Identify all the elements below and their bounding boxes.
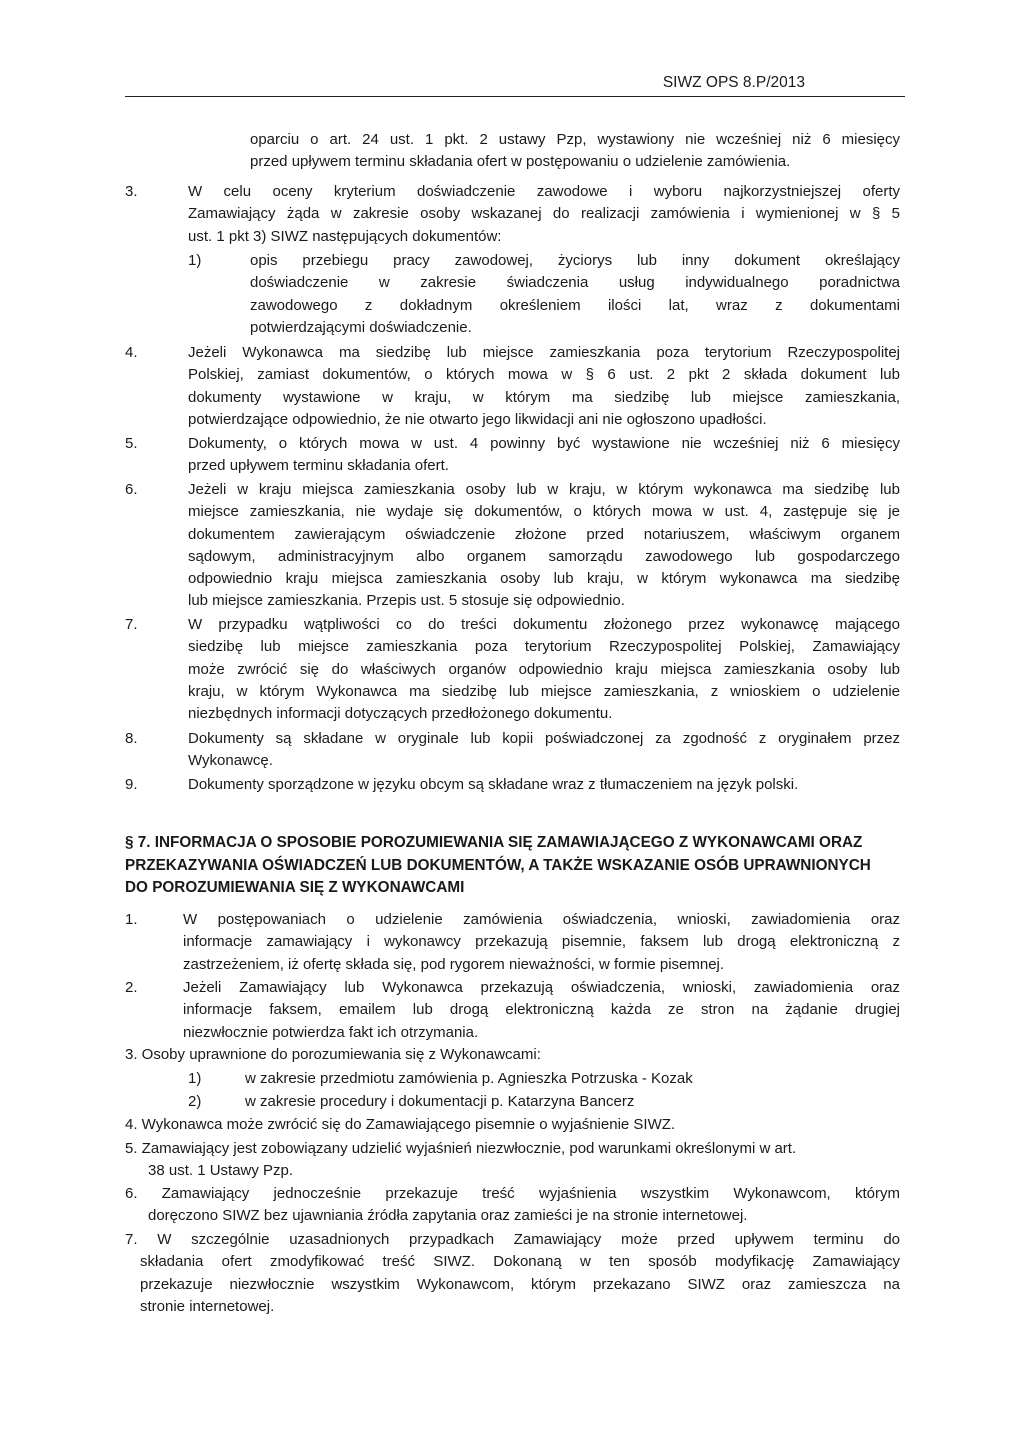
- s7-item-7-text: [125, 1229, 900, 1318]
- s7-item-1-text: [183, 909, 900, 976]
- text-line: informacje zamawiający i wykonawcy przekazują pisemnie, faksem lub drogą elektroniczną z: [183, 933, 900, 951]
- item-7-text: [188, 614, 900, 725]
- text-line: zastrzeżeniem, iż ofertę składa się, pod rygorem nieważności, w formie pisemnej.: [183, 955, 725, 973]
- s7-item-2-text: [183, 977, 900, 1044]
- item-number: 5.: [125, 435, 138, 452]
- text-line: przed upływem terminu składania ofert w postępowaniu o udzielenie zamówienia.: [250, 153, 791, 171]
- text-line: 5. Zamawiający jest zobowiązany udzielić wyjaśnień niezwłocznie, pod warunkami określonymi w art.: [125, 1140, 797, 1157]
- s7-item-3-sub-1: [245, 1068, 900, 1090]
- item-number: 3.: [125, 183, 138, 200]
- item-number: 6.: [125, 481, 138, 498]
- item-9-text: [188, 774, 900, 796]
- item-6-text: [188, 479, 900, 613]
- text-line: W celu oceny kryterium doświadczenie zawodowe i wyboru najkorzystniejszej oferty: [188, 183, 900, 200]
- text-line: opis przebiegu pracy zawodowej, życiorys lub inny dokument określający: [250, 252, 900, 269]
- text-line: kraju, w którym Wykonawca ma siedzibę lub miejsce zamieszkania, z wnioskiem o udzielenie: [188, 682, 900, 700]
- text-line: dokumentem zawierającym oświadczenie złożone przed notariuszem, właściwym organem: [188, 525, 900, 543]
- sub-item-number: 1): [188, 252, 202, 269]
- text-line: 3. Osoby uprawnione do porozumiewania się z Wykonawcami:: [125, 1046, 541, 1063]
- text-line: informacje faksem, emailem lub drogą elektroniczną każda ze stron na żądanie drugiej: [183, 1001, 900, 1019]
- s7-item-3-text: [125, 1044, 900, 1066]
- text-line: Jeżeli w kraju miejsca zamieszkania osoby lub w kraju, w którym wykonawca ma siedzibę lub: [188, 481, 900, 498]
- text-line: przekazuje niezwłocznie wszystkim Wykonawcom, którym przekazano SIWZ oraz zamieszcza na: [140, 1275, 900, 1293]
- s7-item-3-sub-2: [245, 1091, 900, 1113]
- text-line: siedzibę lub miejsce zamieszkania poza terytorium Rzeczypospolitej Polskiej, Zamawiający: [188, 638, 900, 656]
- heading-line: § 7. INFORMACJA O SPOSOBIE POROZUMIEWANIA SIĘ ZAMAWIAJĄCEGO Z WYKONAWCAMI ORAZ: [125, 834, 863, 851]
- text-line: oparciu o art. 24 ust. 1 pkt. 2 ustawy Pzp, wystawiony nie wcześniej niż 6 miesięcy: [250, 131, 900, 148]
- s7-item-6-text: [125, 1183, 900, 1228]
- item-number: 7.: [125, 616, 138, 633]
- item-number: 1.: [125, 911, 138, 928]
- text-line: lub miejsce zamieszkania. Przepis ust. 5 stosuje się odpowiednio.: [188, 592, 625, 610]
- s7-item-4-text: [125, 1114, 900, 1136]
- text-line: 4. Wykonawca może zwrócić się do Zamawiającego pisemnie o wyjaśnienie SIWZ.: [125, 1116, 676, 1133]
- section-heading: [125, 832, 899, 900]
- text-line: 7. W szczególnie uzasadnionych przypadkach Zamawiający może przed upływem terminu do: [125, 1231, 900, 1248]
- document-code: SIWZ OPS 8.P/2013: [662, 74, 805, 91]
- text-line: składania ofert zmodyfikować treść SIWZ. Dokonaną w ten sposób modyfikację Zamawiający: [140, 1253, 900, 1271]
- heading-line: PRZEKAZYWANIA OŚWIADCZEŃ LUB DOKUMENTÓW, A TAKŻE WSKAZANIE OSÓB UPRAWNIONYCH: [125, 856, 871, 874]
- s7-item-5-text: [125, 1138, 900, 1183]
- text-line: może zwrócić się do właściwych organów odpowiednio kraju miejsca zamieszkania osoby lub: [188, 660, 900, 678]
- text-line: Jeżeli Wykonawca ma siedzibę lub miejsce zamieszkania poza terytorium Rzeczypospolitej: [188, 344, 900, 361]
- text-line: w zakresie przedmiotu zamówienia p. Agnieszka Potrzuska - Kozak: [245, 1070, 693, 1087]
- item-4-text: [188, 342, 900, 431]
- text-line: 38 ust. 1 Ustawy Pzp.: [148, 1162, 294, 1180]
- text-line: Dokumenty sporządzone w języku obcym są składane wraz z tłumaczeniem na język polski.: [188, 776, 799, 793]
- text-line: sądowym, administracyjnym albo organem samorządu zawodowego lub gospodarczego: [188, 547, 900, 565]
- text-line: w zakresie procedury i dokumentacji p. Katarzyna Bancerz: [245, 1093, 635, 1110]
- text-line: potwierdzające odpowiednio, że nie otwarto jego likwidacji ani nie ogłoszono upadłości.: [188, 410, 767, 428]
- sub-item-number: 2): [188, 1093, 202, 1110]
- item-5-text: [188, 433, 900, 478]
- text-line: Wykonawcę.: [188, 752, 273, 770]
- text-line: zawodowego z dokładnym określeniem ilości lat, wraz z dokumentami: [250, 296, 900, 314]
- text-line: W przypadku wątpliwości co do treści dokumentu złożonego przez wykonawcę mającego: [188, 616, 900, 633]
- text-line: Dokumenty są składane w oryginale lub kopii poświadczonej za zgodność z oryginałem przez: [188, 730, 900, 747]
- text-line: 6. Zamawiający jednocześnie przekazuje treść wyjaśnienia wszystkim Wykonawcom, którym: [125, 1185, 900, 1202]
- text-line: przed upływem terminu składania ofert.: [188, 457, 449, 475]
- text-line: Jeżeli Zamawiający lub Wykonawca przekazują oświadczenia, wnioski, zawiadomienia oraz: [183, 979, 900, 996]
- text-line: doręczono SIWZ bez ujawniania źródła zapytania oraz zamieści je na stronie internetowej.: [148, 1207, 748, 1225]
- item-number: 2.: [125, 979, 138, 996]
- text-line: Polskiej, zamiast dokumentów, o których mowa w § 6 ust. 2 pkt 2 składa dokument lub: [188, 366, 900, 384]
- heading-line: DO POROZUMIEWANIA SIĘ Z WYKONAWCAMI: [125, 879, 465, 896]
- item-number: 9.: [125, 776, 138, 793]
- item-8-text: [188, 728, 900, 773]
- text-line: odpowiednio kraju miejsca zamieszkania osoby lub kraju, w którym wykonawca ma siedzibę: [188, 570, 900, 588]
- text-line: Dokumenty, o których mowa w ust. 4 powinny być wystawione nie wcześniej niż 6 miesięcy: [188, 435, 900, 452]
- sub-item-number: 1): [188, 1070, 202, 1087]
- item-number: 8.: [125, 730, 138, 747]
- text-line: W postępowaniach o udzielenie zamówienia oświadczenia, wnioski, zawiadomienia oraz: [183, 911, 900, 928]
- text-line: niezbędnych informacji dotyczących przedłożonego dokumentu.: [188, 705, 613, 723]
- item-2-continuation: [250, 129, 900, 174]
- item-3-sub-1-text: [250, 250, 900, 339]
- text-line: niezwłocznie potwierdza fakt ich otrzymania.: [183, 1023, 479, 1041]
- text-line: ust. 1 pkt 3) SIWZ następujących dokumentów:: [188, 227, 502, 245]
- text-line: doświadczenie w zakresie świadczenia usług indywidualnego poradnictwa: [250, 274, 900, 292]
- page-header: [125, 68, 905, 97]
- text-line: stronie internetowej.: [140, 1297, 275, 1315]
- text-line: Zamawiający żąda w zakresie osoby wskazanej do realizacji zamówienia i wymienionej w § 5: [188, 205, 900, 223]
- item-number: 4.: [125, 344, 138, 361]
- text-line: dokumenty wystawione w kraju, w którym ma siedzibę lub miejsce zamieszkania,: [188, 388, 900, 406]
- text-line: miejsce zamieszkania, nie wydaje się dokumentów, o których mowa w ust. 4, zastępuje się je: [188, 503, 900, 521]
- item-3-text: [188, 181, 900, 248]
- text-line: potwierdzającymi doświadczenie.: [250, 318, 472, 336]
